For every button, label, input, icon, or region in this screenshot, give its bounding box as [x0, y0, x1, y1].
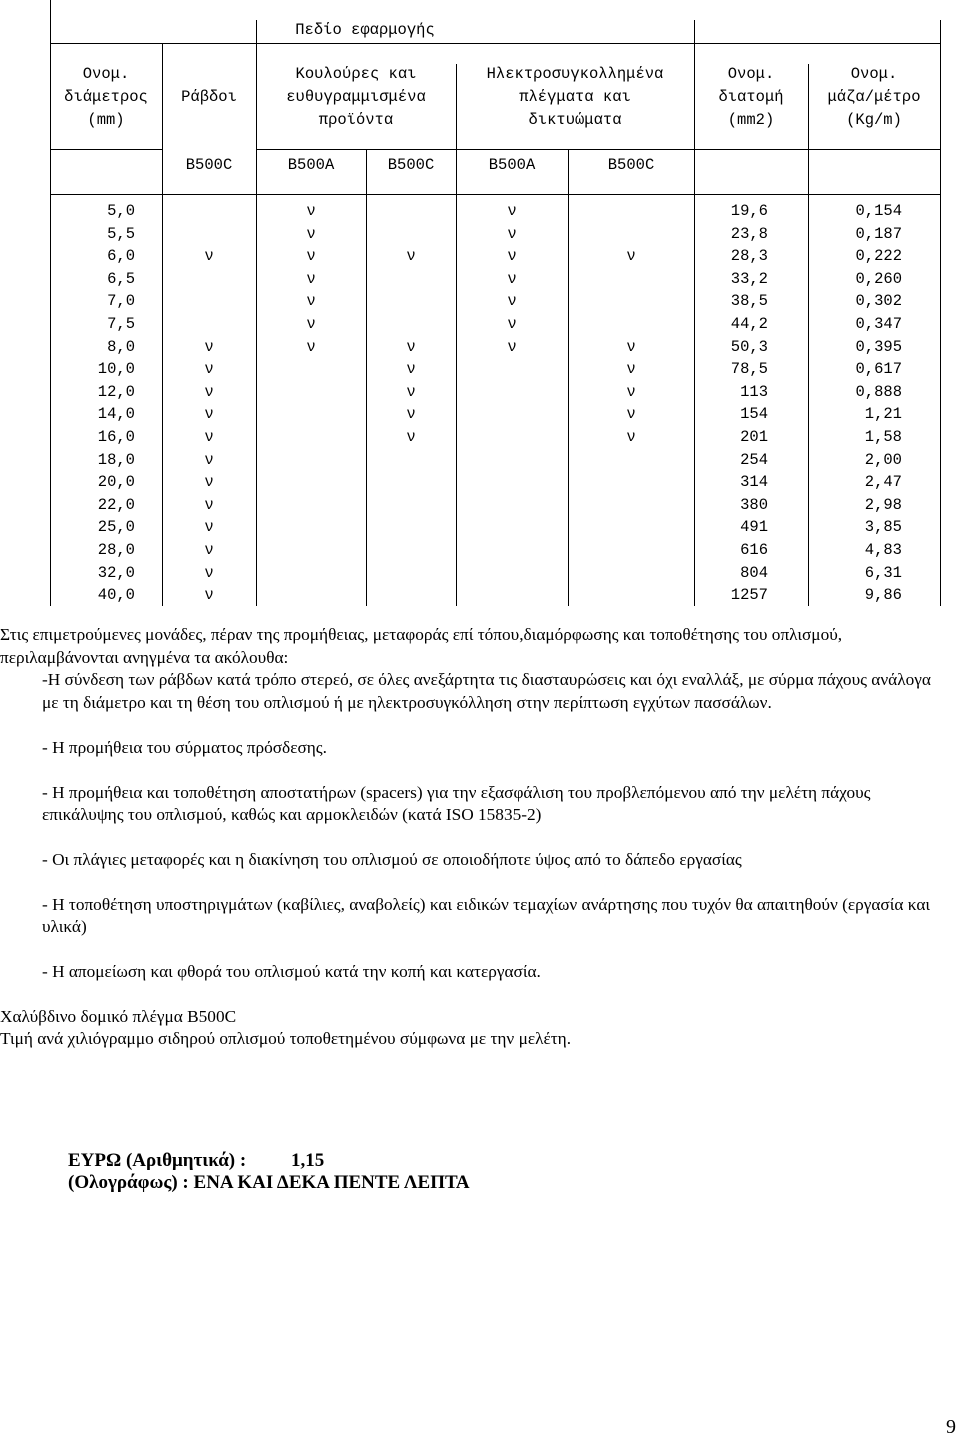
- mesh-c-cell: ν: [626, 382, 636, 401]
- table-vertical-rule: [940, 195, 941, 606]
- coils-c-cell: [366, 269, 456, 289]
- area-cell: 28,3: [730, 247, 768, 266]
- mass-cell: 0,888: [855, 382, 902, 401]
- area-cell: 33,2: [730, 269, 768, 288]
- mesh-a-cell: [456, 540, 568, 560]
- price-numeric: [68, 1150, 324, 1172]
- table-vertical-rule: [50, 0, 51, 44]
- header-coils-3: προϊόντα: [318, 111, 394, 129]
- mesh-a-cell: [456, 495, 568, 515]
- bars-cell: ν: [204, 586, 214, 605]
- coils-c-cell: [366, 517, 456, 537]
- mass-cell: 1,21: [864, 405, 902, 424]
- table-vertical-rule: [808, 150, 809, 195]
- mesh-c-cell: ν: [626, 428, 636, 446]
- price-words: [68, 1172, 470, 1194]
- mesh-c-cell: [568, 563, 694, 583]
- bars-cell: [162, 224, 256, 244]
- bars-cell: ν: [204, 360, 214, 379]
- grade-mesh-c: B500C: [607, 156, 655, 174]
- area-cell: 254: [740, 450, 768, 469]
- diameter-cell: 10,0: [97, 360, 135, 379]
- area-cell: 23,8: [730, 224, 768, 243]
- coils-c-cell: [366, 472, 456, 492]
- price-basis: Τιμή ανά χιλιόγραμμο σιδηρού οπλισμού τοποθετημένου σύμφωνα με την μελέτη.: [0, 1029, 572, 1049]
- grade-coils-c: B500C: [387, 156, 435, 174]
- item-transport: - Οι πλάγιες μεταφορές και η διακίνηση του οπλισμού σε οποιοδήποτε ύψος από το δάπεδο εργασίας: [42, 849, 742, 869]
- area-cell: 1257: [730, 586, 768, 605]
- diameter-cell: 12,0: [97, 382, 135, 401]
- rebar-specification-table: [0, 0, 960, 610]
- coils-c-cell: ν: [406, 337, 416, 356]
- grade-mesh-a: B500A: [488, 156, 536, 174]
- table-horizontal-rule: [50, 194, 940, 195]
- header-diameter-3: (mm): [87, 111, 125, 129]
- mesh-a-cell: [456, 427, 568, 447]
- diameter-cell: 6,0: [107, 247, 135, 266]
- mesh-c-cell: ν: [626, 360, 636, 379]
- table-vertical-rule: [940, 150, 941, 195]
- table-vertical-rule: [694, 20, 695, 44]
- mass-cell: 0,260: [855, 269, 902, 288]
- coils-c-cell: ν: [406, 405, 416, 424]
- mesh-a-cell: [456, 382, 568, 402]
- area-cell: 380: [740, 495, 768, 514]
- coils-a-cell: ν: [306, 224, 316, 243]
- coils-a-cell: [256, 404, 366, 424]
- mass-cell: 1,58: [864, 428, 902, 446]
- bars-cell: ν: [204, 247, 214, 266]
- mesh-c-cell: [568, 291, 694, 311]
- product-name: Χαλύβδινο δομικό πλέγμα Β500C: [0, 1006, 237, 1026]
- coils-a-cell: ν: [306, 292, 316, 311]
- area-cell: 314: [740, 473, 768, 492]
- intro-paragraph: Στις επιμετρούμενες μονάδες, πέραν της προμήθειας, μεταφοράς επί τόπου,διαμόρφωσης και τοποθέτησης του οπλισμού, περιλαμβάνονται ανηγμένα τα ακόλουθα:: [0, 625, 843, 667]
- mesh-a-cell: [456, 585, 568, 605]
- table-horizontal-rule: [50, 43, 940, 44]
- mesh-c-cell: [568, 314, 694, 334]
- coils-a-cell: [256, 563, 366, 583]
- diameter-cell: 8,0: [107, 337, 135, 356]
- coils-c-cell: [366, 291, 456, 311]
- coils-c-cell: ν: [406, 428, 416, 446]
- mesh-a-cell: [456, 563, 568, 583]
- price-numeric-label: ΕΥΡΩ (Αριθμητικά) :: [68, 1150, 247, 1171]
- diameter-cell: 7,5: [107, 315, 135, 333]
- mass-cell: 0,395: [855, 337, 902, 356]
- mesh-a-cell: ν: [507, 202, 517, 220]
- table-horizontal-rule: [256, 149, 456, 150]
- diameter-cell: 20,0: [97, 473, 135, 492]
- coils-a-cell: [256, 382, 366, 402]
- diameter-cell: 5,0: [107, 202, 135, 220]
- price-numeric-value: 1,15: [290, 1150, 325, 1171]
- bars-cell: ν: [204, 541, 214, 559]
- bars-cell: ν: [204, 450, 214, 469]
- table-vertical-rule: [940, 20, 941, 44]
- mesh-c-cell: [568, 517, 694, 537]
- coils-c-cell: ν: [406, 247, 416, 266]
- bars-cell: ν: [204, 428, 214, 446]
- mesh-a-cell: ν: [507, 269, 517, 288]
- mesh-c-cell: [568, 540, 694, 560]
- area-cell: 804: [740, 563, 768, 582]
- coils-a-cell: [256, 450, 366, 470]
- coils-c-cell: [366, 201, 456, 221]
- table-horizontal-rule: [456, 149, 694, 150]
- mesh-c-cell: [568, 224, 694, 244]
- mesh-c-cell: ν: [626, 405, 636, 424]
- price-words-value: ΕΝΑ ΚΑΙ ΔΕΚΑ ΠΕΝΤΕ ΛΕΠΤΑ: [193, 1172, 470, 1193]
- coils-a-cell: [256, 359, 366, 379]
- diameter-cell: 40,0: [97, 586, 135, 605]
- mesh-c-cell: [568, 585, 694, 605]
- coils-a-cell: [256, 540, 366, 560]
- table-title: Πεδίο εφαρμογής: [295, 21, 435, 39]
- coils-a-cell: [256, 495, 366, 515]
- area-cell: 44,2: [730, 315, 768, 333]
- coils-c-cell: ν: [406, 382, 416, 401]
- price-words-label: (Ολογράφως) :: [68, 1172, 189, 1193]
- page-number: 9: [946, 1416, 956, 1438]
- mass-cell: 0,222: [855, 247, 902, 266]
- mesh-a-cell: ν: [507, 247, 517, 266]
- bars-cell: ν: [204, 563, 214, 582]
- coils-c-cell: [366, 585, 456, 605]
- mesh-a-cell: ν: [507, 224, 517, 243]
- mesh-c-cell: ν: [626, 247, 636, 266]
- coils-a-cell: ν: [306, 337, 316, 356]
- item-spacers: - Η προμήθεια και τοποθέτηση αποστατήρων (spacers) για την εξασφάλιση του προβλεπόμενου από την μελέτη πάχους επικάλυψης του οπλισμού, καθώς και αρμοκλειδών (κατά ISO 15835-2): [42, 782, 871, 825]
- bars-cell: ν: [204, 382, 214, 401]
- bars-cell: ν: [204, 405, 214, 424]
- bars-cell: ν: [204, 337, 214, 356]
- header-mesh-1: Ηλεκτροσυγκολλημένα: [486, 65, 664, 83]
- table-vertical-rule: [50, 150, 51, 195]
- header-area-2: διατομή: [718, 88, 784, 106]
- item-waste: - Η απομείωση και φθορά του οπλισμού κατά την κοπή και κατεργασία.: [42, 962, 541, 982]
- mesh-a-cell: [456, 472, 568, 492]
- diameter-cell: 18,0: [97, 450, 135, 469]
- header-coils-2: ευθυγραμμισμένα: [286, 88, 426, 106]
- specification-text: [0, 624, 945, 1051]
- diameter-cell: 7,0: [107, 292, 135, 311]
- item-wire-binding: -Η σύνδεση των ράβδων κατά τρόπο στερεό, σε όλες ανεξάρτητα τις διασταυρώσεις και όχι εναλλάξ, με σύρμα πάχους ανάλογα με τη διάμετρο και τη θέση του οπλισμού ή με ηλεκτροσυγκόλληση στην περίπτωση εγχύτων πασσάλων.: [42, 670, 931, 713]
- mass-cell: 3,85: [864, 518, 902, 537]
- mass-cell: 9,86: [864, 586, 902, 605]
- coils-c-cell: [366, 224, 456, 244]
- mesh-a-cell: [456, 450, 568, 470]
- coils-c-cell: [366, 563, 456, 583]
- area-cell: 113: [740, 382, 768, 401]
- header-diameter-1: Ονομ.: [82, 65, 130, 83]
- bars-cell: ν: [204, 518, 214, 537]
- table-horizontal-rule: [50, 149, 162, 150]
- mass-cell: 0,347: [855, 315, 902, 333]
- coils-a-cell: [256, 472, 366, 492]
- bars-cell: [162, 201, 256, 221]
- mesh-c-cell: [568, 450, 694, 470]
- diameter-cell: 6,5: [107, 269, 135, 288]
- mesh-c-cell: [568, 472, 694, 492]
- area-cell: 50,3: [730, 337, 768, 356]
- grade-coils-a: B500A: [287, 156, 335, 174]
- mass-cell: 2,98: [864, 495, 902, 514]
- bars-cell: ν: [204, 495, 214, 514]
- header-mesh-3: δικτυώματα: [528, 111, 622, 129]
- mass-cell: 6,31: [864, 563, 902, 582]
- header-bars: Ράβδοι: [181, 88, 237, 106]
- header-area-1: Ονομ.: [727, 65, 775, 83]
- coils-c-cell: [366, 495, 456, 515]
- header-mass-3: (Kg/m): [846, 111, 902, 129]
- item-wire-supply: - Η προμήθεια του σύρματος πρόσδεσης.: [42, 737, 327, 757]
- coils-a-cell: [256, 517, 366, 537]
- mesh-a-cell: ν: [507, 292, 517, 311]
- bars-cell: [162, 291, 256, 311]
- mesh-c-cell: [568, 269, 694, 289]
- diameter-cell: 32,0: [97, 563, 135, 582]
- diameter-cell: 22,0: [97, 495, 135, 514]
- mesh-a-cell: [456, 517, 568, 537]
- mass-cell: 0,187: [855, 224, 902, 243]
- mesh-c-cell: [568, 201, 694, 221]
- mass-cell: 0,302: [855, 292, 902, 311]
- mass-cell: 2,47: [864, 473, 902, 492]
- mass-cell: 0,154: [855, 202, 902, 220]
- mass-cell: 0,617: [855, 360, 902, 379]
- mesh-c-cell: [568, 495, 694, 515]
- diameter-cell: 28,0: [97, 541, 135, 559]
- mesh-a-cell: ν: [507, 337, 517, 356]
- header-mass-2: μάζα/μέτρο: [827, 88, 921, 106]
- area-cell: 78,5: [730, 360, 768, 379]
- mass-cell: 2,00: [864, 450, 902, 469]
- area-cell: 38,5: [730, 292, 768, 311]
- table-horizontal-rule: [694, 149, 808, 150]
- mass-cell: 4,83: [864, 541, 902, 559]
- grade-bars: B500C: [185, 156, 233, 174]
- bars-cell: [162, 269, 256, 289]
- coils-a-cell: [256, 585, 366, 605]
- diameter-cell: 14,0: [97, 405, 135, 424]
- coils-a-cell: ν: [306, 202, 316, 220]
- diameter-cell: 25,0: [97, 518, 135, 537]
- bars-cell: ν: [204, 473, 214, 492]
- coils-c-cell: ν: [406, 360, 416, 379]
- table-vertical-rule: [940, 44, 941, 150]
- diameter-cell: 5,5: [107, 224, 135, 243]
- diameter-cell: 16,0: [97, 428, 135, 446]
- area-cell: 616: [740, 541, 768, 559]
- header-coils-1: Κουλούρες και: [295, 65, 417, 83]
- header-mesh-2: πλέγματα και: [519, 88, 631, 106]
- coils-a-cell: ν: [306, 269, 316, 288]
- mesh-c-cell: ν: [626, 337, 636, 356]
- area-cell: 19,6: [730, 202, 768, 220]
- mesh-a-cell: [456, 404, 568, 424]
- area-cell: 154: [740, 405, 768, 424]
- table-vertical-rule: [694, 150, 695, 195]
- header-mass-1: Ονομ.: [850, 65, 898, 83]
- mesh-a-cell: [456, 359, 568, 379]
- area-cell: 491: [740, 518, 768, 537]
- bars-cell: [162, 314, 256, 334]
- header-diameter-2: διάμετρος: [64, 88, 148, 106]
- coils-c-cell: [366, 450, 456, 470]
- area-cell: 201: [740, 428, 768, 446]
- mesh-a-cell: ν: [507, 315, 517, 333]
- coils-c-cell: [366, 314, 456, 334]
- coils-a-cell: ν: [306, 247, 316, 266]
- header-area-3: (mm2): [727, 111, 775, 129]
- table-horizontal-rule: [808, 149, 940, 150]
- item-supports: - Η τοποθέτηση υποστηριγμάτων (καβίλιες, αναβολείς) και ειδικών τεμαχίων ανάρτησης που τυχόν θα απαιτηθούν (εργασία και υλικά): [42, 894, 931, 937]
- coils-c-cell: [366, 540, 456, 560]
- coils-a-cell: ν: [306, 315, 316, 333]
- coils-a-cell: [256, 427, 366, 447]
